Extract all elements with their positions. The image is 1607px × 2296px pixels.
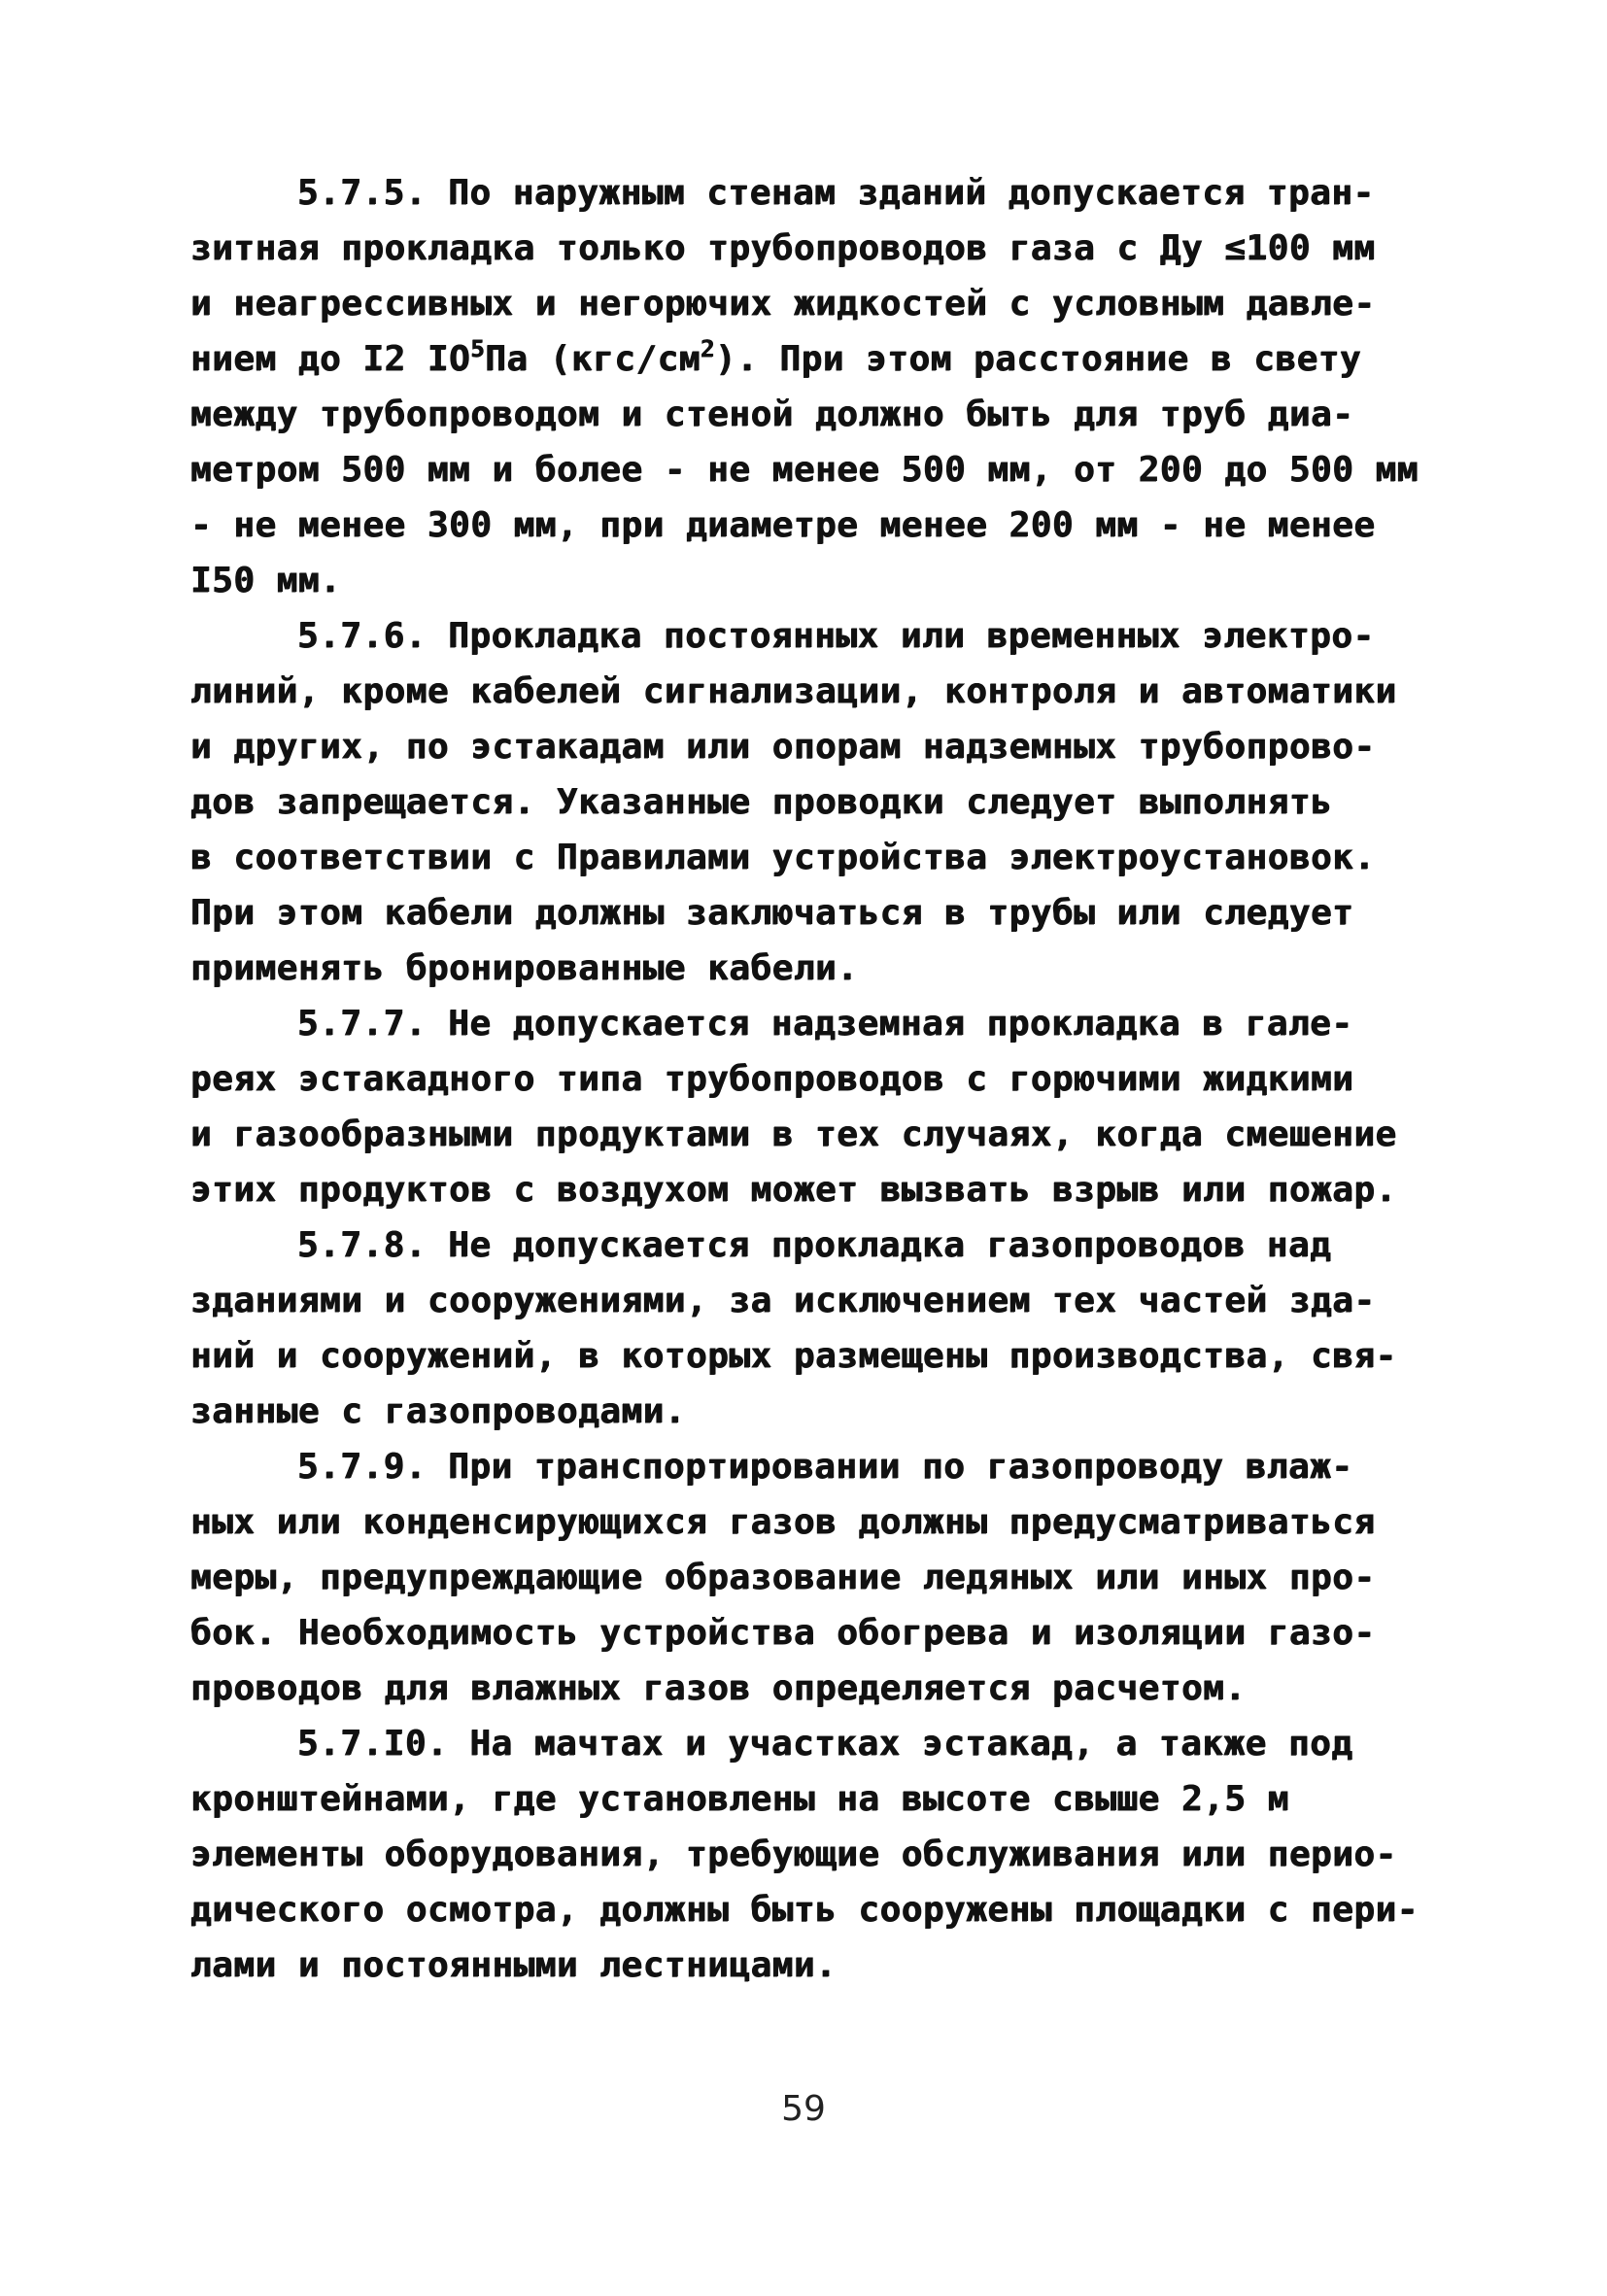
text-fragment: ). При этом расстояние в свету xyxy=(714,339,1362,379)
text-line: I50 мм. xyxy=(190,561,342,600)
paragraph-5-7-5 xyxy=(190,165,1453,608)
text-line: между трубопроводом и стеной должно быть для труб диа- xyxy=(190,394,1354,434)
text-line: кронштейнами, где установлены на высоте свыше 2,5 м xyxy=(190,1779,1289,1819)
text-line: метром 500 мм и более - не менее 500 мм, от 200 до 500 мм xyxy=(190,450,1419,490)
paragraph-5-7-6 xyxy=(190,608,1453,996)
text-line: меры, предупреждающие образование ледяных или иных про- xyxy=(190,1558,1376,1597)
text-line: и неагрессивных и негорючих жидкостей с условным давле- xyxy=(190,284,1376,324)
text-line: занные с газопроводами. xyxy=(190,1391,686,1431)
text-line: зитная прокладка только трубопроводов газа с Ду ≤100 мм xyxy=(190,228,1376,268)
paragraph-5-7-8 xyxy=(190,1217,1453,1439)
text-line: элементы оборудования, требующие обслуживания или перио- xyxy=(190,1834,1397,1874)
text-line: бок. Необходимость устройства обогрева и изоляции газо- xyxy=(190,1613,1376,1653)
text-line: дов запрещается. Указанные проводки следует выполнять xyxy=(190,782,1333,822)
superscript: 5 xyxy=(470,335,486,362)
text-line: ний и сооружений, в которых размещены производства, свя- xyxy=(190,1336,1397,1376)
text-line: проводов для влажных газов определяется расчетом. xyxy=(190,1668,1247,1708)
text-line: 5.7.7. Не допускается надземная прокладка в гале- xyxy=(297,1004,1353,1044)
superscript: 2 xyxy=(700,335,715,362)
text-line-with-superscripts xyxy=(190,331,1453,387)
text-line: 5.7.8. Не допускается прокладка газопроводов над xyxy=(297,1225,1332,1265)
text-line: При этом кабели должны заключаться в трубы или следует xyxy=(190,893,1354,933)
text-line: лами и постоянными лестницами. xyxy=(190,1945,838,1985)
text-line: и газообразными продуктами в тех случаях, когда смешение xyxy=(190,1114,1397,1154)
paragraph-5-7-10 xyxy=(190,1716,1453,1993)
text-fragment: нием до I2 IO xyxy=(190,339,471,379)
page-number: 59 xyxy=(781,2089,826,2129)
text-fragment: Па (кгс/см xyxy=(485,339,701,379)
text-line: линий, кроме кабелей сигнализации, контроля и автоматики xyxy=(190,671,1397,711)
text-line: дического осмотра, должны быть сооружены площадки с пери- xyxy=(190,1890,1419,1930)
text-line: и других, по эстакадам или опорам надземных трубопрово- xyxy=(190,727,1376,767)
text-line: 5.7.5. По наружным стенам зданий допускается тран- xyxy=(297,173,1375,213)
text-line: ных или конденсирующихся газов должны предусматриваться xyxy=(190,1502,1376,1542)
text-line: зданиями и сооружениями, за исключением тех частей зда- xyxy=(190,1281,1376,1320)
document-body xyxy=(190,165,1453,1993)
text-line: в соответствии с Правилами устройства электроустановок. xyxy=(190,838,1376,877)
paragraph-5-7-9 xyxy=(190,1439,1453,1716)
text-line: применять бронированные кабели. xyxy=(190,948,859,988)
text-line: реях эстакадного типа трубопроводов с горючими жидкими xyxy=(190,1059,1354,1099)
text-line: 5.7.I0. На мачтах и участках эстакад, а также под xyxy=(297,1724,1353,1764)
paragraph-5-7-7 xyxy=(190,996,1453,1217)
text-line: этих продуктов с воздухом может вызвать взрыв или пожар. xyxy=(190,1170,1397,1210)
text-line: - не менее 300 мм, при диаметре менее 200 мм - не менее xyxy=(190,505,1376,545)
text-line: 5.7.6. Прокладка постоянных или временных электро- xyxy=(297,616,1375,656)
text-line: 5.7.9. При транспортировании по газопроводу влаж- xyxy=(297,1447,1353,1487)
